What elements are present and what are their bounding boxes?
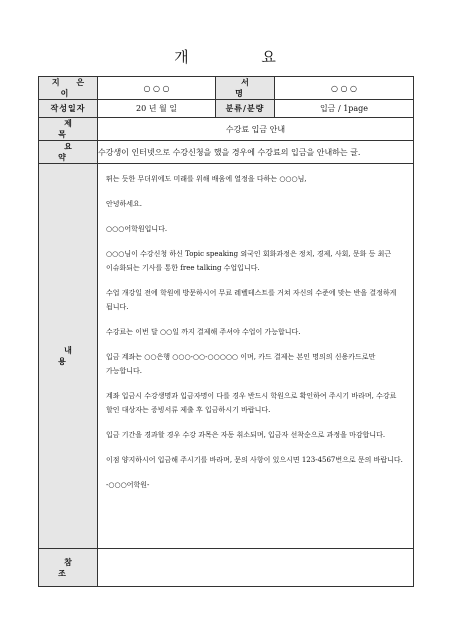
content-paragraph: ○○○어학원입니다. <box>106 225 168 233</box>
category-value[interactable]: 입금 / 1page <box>275 100 414 118</box>
content-paragraph: 계좌 입금시 수강생명과 입금자명이 다를 경우 반드시 학원으로 확인하여 주시기 바라며, 수강료 할인 대상자는 증빙서류 제출 후 입금하시기 바랍니다. <box>106 392 397 414</box>
subject-value[interactable]: 수강료 입금 안내 <box>98 118 414 141</box>
author-value[interactable]: ○ ○ ○ <box>98 77 216 100</box>
content-label: 내 용 <box>39 164 98 549</box>
content-paragraph: 수강료는 이번 달 ○○일 까지 결제해 주셔야 수업이 가능합니다. <box>106 328 301 336</box>
content-paragraph: 입금 계좌는 ○○은행 ○○○-○○-○○○○○ 이며, 카드 결제는 본인 명의의 신용카드로만 가능합니다. <box>106 353 376 375</box>
document-title: 개 요 <box>174 48 310 66</box>
content-paragraph: 이점 양지하시어 입금해 주시기를 바라며, 문의 사항이 있으시면 123-4567번으로 문의 바랍니다. <box>106 456 403 464</box>
summary-form-table <box>38 76 414 587</box>
content-body[interactable] <box>98 164 414 549</box>
content-paragraph: 안녕하세요. <box>106 200 143 208</box>
content-paragraph: ○○○님이 수강신청 하신 Topic speaking 외국인 회화과정은 정치, 경제, 사회, 문화 등 최근 이슈화되는 기사를 통한 free talking 수업입니다. <box>106 250 392 272</box>
summary-value[interactable]: 수강생이 인터넷으로 수강신청을 했을 경우에 수강료의 입금을 안내하는 글. <box>98 141 414 164</box>
author-label: 지 은 이 <box>39 77 98 100</box>
signature-value[interactable]: ○ ○ ○ <box>275 77 414 100</box>
content-paragraph: 수업 개강일 전에 학원에 방문하시어 무료 레벨테스트를 거쳐 자신의 수준에 맞는 반을 결정하게 됩니다. <box>106 289 397 311</box>
content-signoff: -○○○어학원- <box>106 481 150 489</box>
date-value[interactable]: 20 년 월 일 <box>98 100 216 118</box>
subject-label: 제 목 <box>39 118 98 141</box>
reference-value[interactable] <box>98 549 414 587</box>
date-label: 작성일자 <box>39 100 98 118</box>
content-paragraph: 뛰는 듯한 무더위에도 미래를 위해 배움에 열정을 다하는 ○○○님, <box>106 175 307 183</box>
signature-label: 서 명 <box>216 77 275 100</box>
category-label: 분류/분량 <box>216 100 275 118</box>
summary-label: 요 약 <box>39 141 98 164</box>
content-paragraph: 입금 기간을 경과할 경우 수강 과목은 자동 취소되며, 입금자 선착순으로 과정을 마감합니다. <box>106 431 386 439</box>
reference-label: 참 조 <box>39 549 98 587</box>
